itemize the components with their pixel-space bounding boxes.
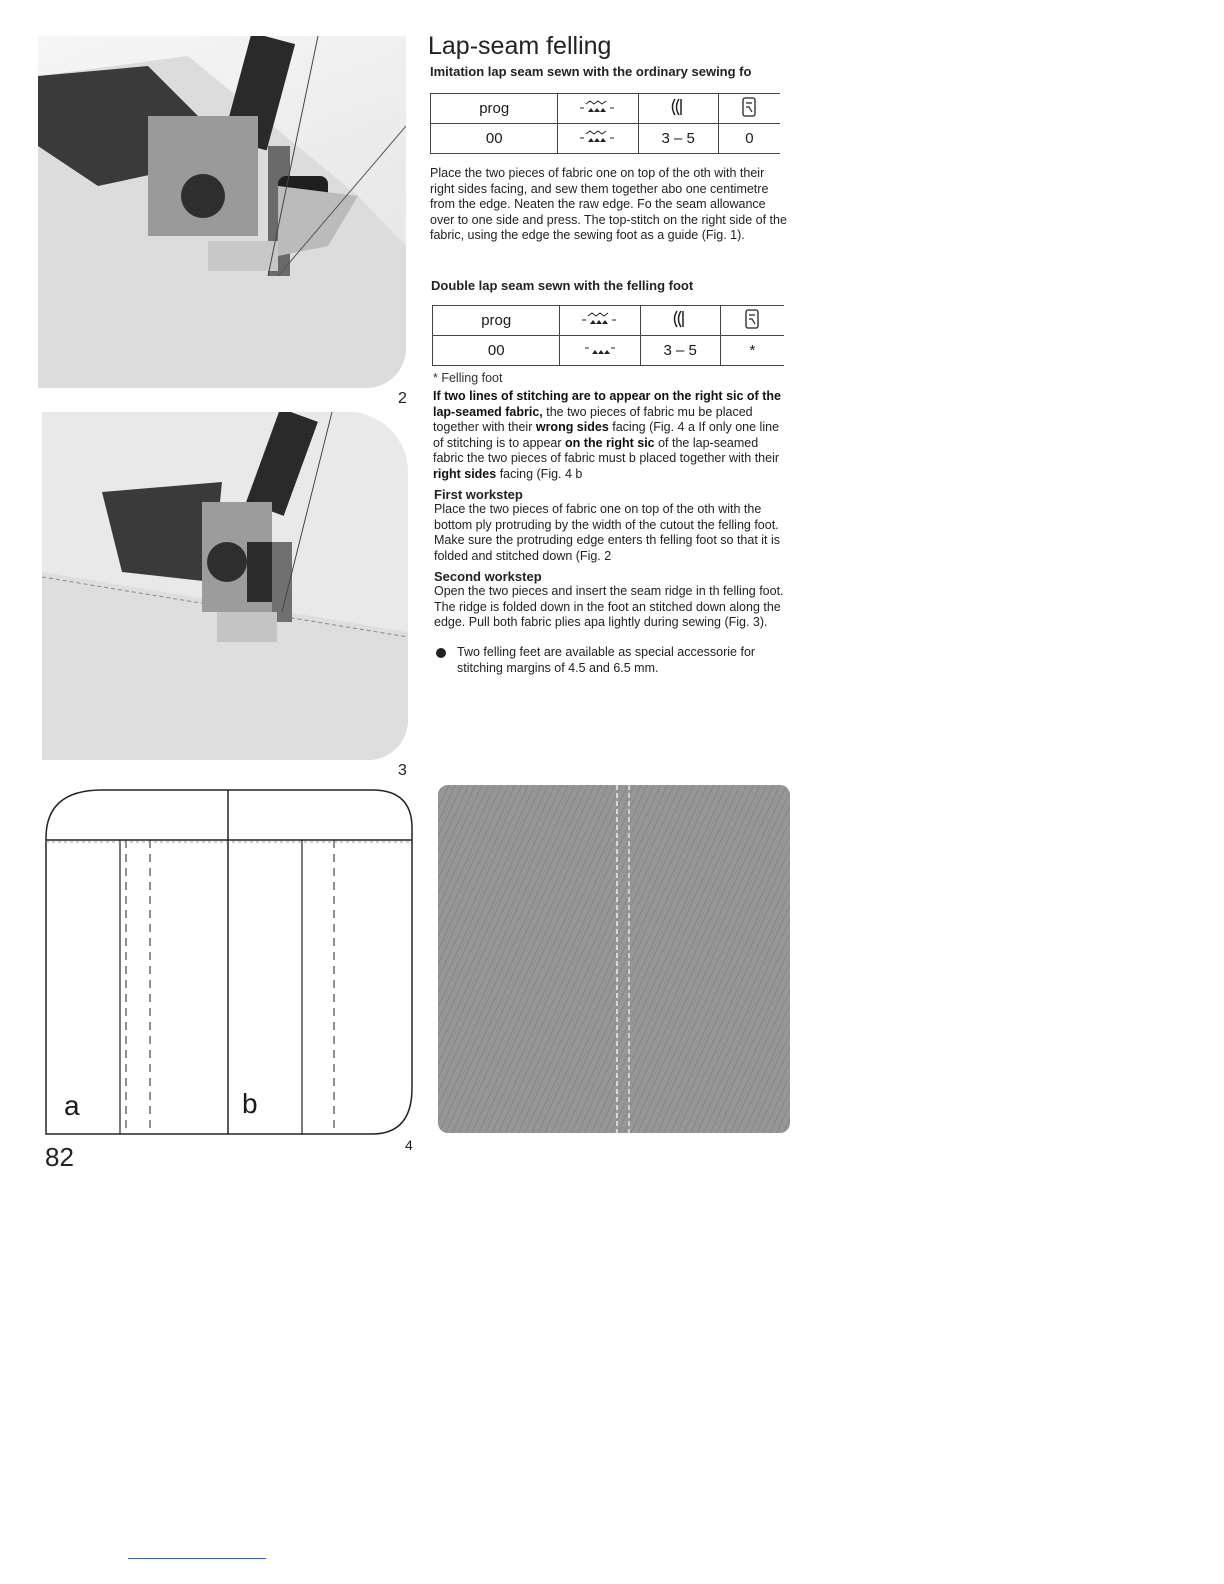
table-cell: 0	[718, 124, 780, 154]
bullet-icon	[436, 648, 446, 658]
photo-felling-foot	[42, 412, 408, 760]
photo-lap-seam-foot	[38, 36, 406, 388]
figure-number-4: 4	[405, 1137, 413, 1153]
diagram-label-b: b	[242, 1088, 258, 1119]
presser-foot-icon	[718, 94, 780, 124]
figure-number-3: 3	[398, 762, 407, 779]
body-text: facing (Fig. 4 b	[496, 466, 583, 481]
settings-table-imitation	[430, 93, 780, 154]
footnote: * Felling foot	[433, 371, 503, 385]
settings-table-double	[432, 305, 784, 366]
footer-link-line	[128, 1558, 266, 1559]
table-cell: prog	[433, 306, 560, 336]
table-cell: 00	[431, 124, 558, 154]
table-cell: 3 – 5	[638, 124, 718, 154]
step1-heading: First workstep	[434, 487, 523, 502]
zigzag-stitch-icon	[558, 94, 638, 124]
body-text: the two pieces of fabric mu be placed together with their	[433, 404, 753, 435]
sewing-machine-illustration	[38, 36, 406, 388]
diagram-label-a: a	[64, 1090, 80, 1121]
table-cell: prog	[431, 94, 558, 124]
step1-text: Place the two pieces of fabric one on top of the oth with the bottom ply protruding by the width of the cutout the felling foot. Make sure the protruding edge enters th felling foot so that it is folded and stitched down (Fig. 2	[434, 502, 781, 563]
section-heading-double: Double lap seam sewn with the felling foot	[431, 278, 694, 293]
section-heading-imitation: Imitation lap seam sewn with the ordinary sewing fo	[430, 64, 752, 79]
page-title: Lap-seam felling	[428, 32, 612, 60]
bold-text: right sides	[433, 466, 497, 481]
body-text: of the lap-seamed fabric the two pieces of fabric must b placed together with their	[433, 435, 780, 466]
zigzag-stitch-icon	[560, 306, 640, 336]
table-cell: 00	[433, 336, 560, 366]
table-cell: *	[720, 336, 784, 366]
step2-text: Open the two pieces and insert the seam ridge in th felling foot. The ridge is folded down in the foot an stitched down along the edge. Pull both fabric plies apa lightly during sewing (Fig. 3).	[434, 584, 784, 630]
straight-stitch-icon	[560, 336, 640, 366]
bold-text: on the right sic	[565, 435, 655, 450]
imitation-instructions: Place the two pieces of fabric one on top of the oth with their right sides facing, and sew them together abo one centimetre from the edge. Neaten the raw edge. Fo the seam allowance over to one side and press. The top-stitch on the right side of the fabric, using the edge the sewing foot as a guide (Fig. 1).	[430, 166, 787, 243]
presser-foot-icon	[720, 306, 784, 336]
lap-seam-diagram	[42, 788, 416, 1138]
seam-line-1	[616, 785, 618, 1133]
double-instructions	[433, 389, 791, 483]
felling-foot-illustration	[42, 412, 408, 760]
table-cell: 3 – 5	[640, 336, 720, 366]
photo-fabric-seam	[438, 785, 790, 1133]
zigzag-stitch-icon	[558, 124, 638, 154]
bold-text: wrong sides	[535, 420, 609, 435]
lap-seam-diagram-drawing	[42, 788, 416, 1138]
step2-heading: Second workstep	[434, 569, 542, 584]
figure-number-2: 2	[398, 390, 407, 407]
body-text: facing (Fig. 4 a If only one line of stitching is to appear	[433, 420, 780, 450]
accessory-note: Two felling feet are available as special accessorie for stitching margins of 4.5 and 6.5 mm.	[457, 645, 756, 675]
stitch-length-icon	[640, 306, 720, 336]
seam-line-2	[628, 785, 630, 1133]
page-number: 82	[45, 1142, 74, 1172]
stitch-length-icon	[638, 94, 718, 124]
bold-text: If two lines of stitching are to appear on the right sic of the lap-seamed fabric,	[433, 389, 781, 419]
